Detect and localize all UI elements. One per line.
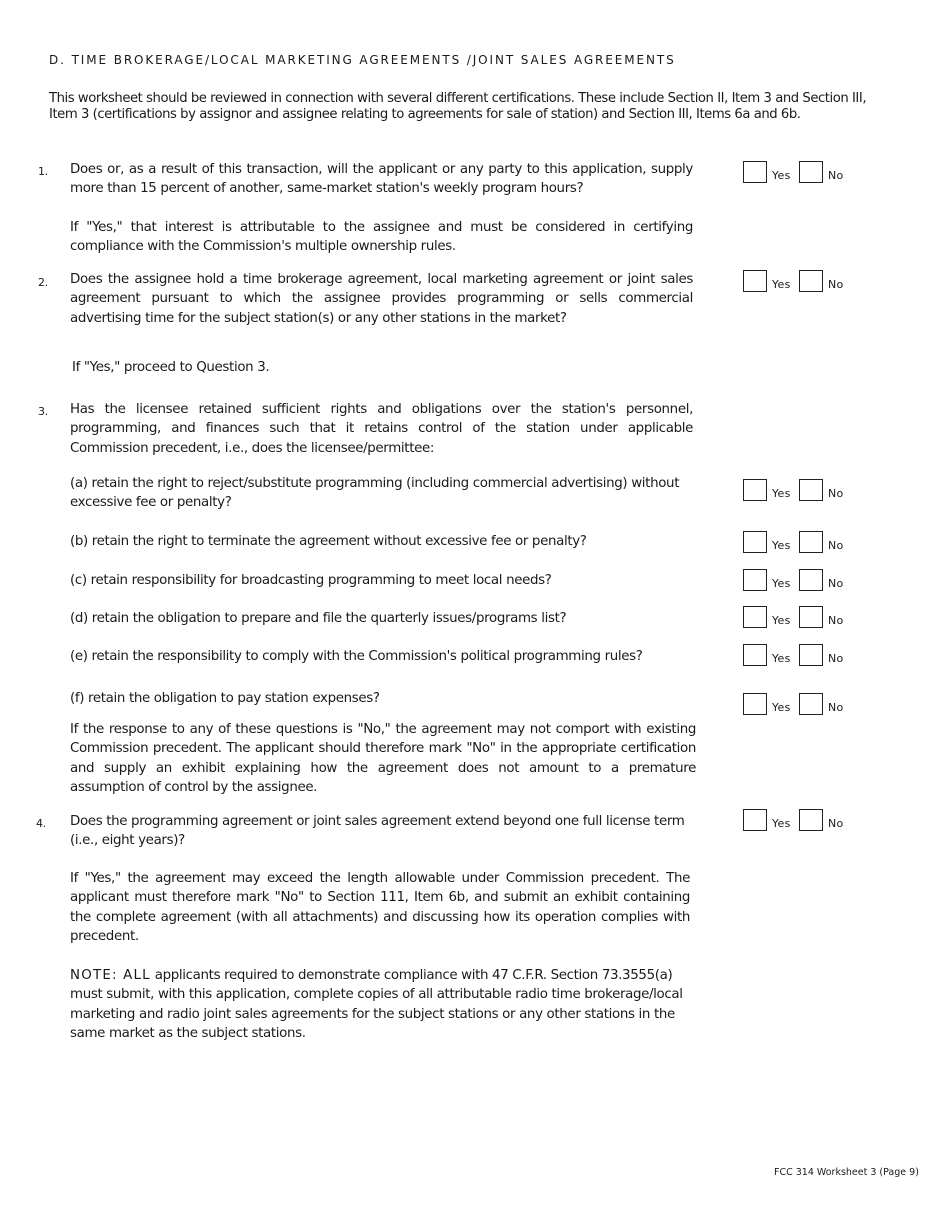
yes-label: Yes [772, 169, 791, 182]
q4-note: If "Yes," the agreement may exceed the length allowable under Commission precedent. The applicant must therefore mark "No" to Section 111, Item 6b, and submit an exhibit containing the complete agreement (with all attachments) and discussing how its operation complies with precedent. [70, 871, 690, 944]
no-label: No [828, 701, 844, 714]
q3f-no-checkbox[interactable] [799, 693, 823, 715]
yes-label: Yes [772, 577, 791, 590]
yes-label: Yes [772, 614, 791, 627]
q1-number: 1. [38, 165, 48, 178]
note-body: applicants required to demonstrate compliance with 47 C.F.R. Section 73.3555(a) must submit, with this application, complete copies of all attributable radio time brokerage/local marketing and radio joint sales agreements for the subject stations or any other stations in the same market as the subject stations. [70, 968, 683, 1041]
q3f-yes-checkbox[interactable] [743, 693, 767, 715]
no-label: No [828, 817, 844, 830]
intro-text: This worksheet should be reviewed in connection with several different certifications. These include Section II, Item 3 and Section III, Item 3 (certifications by assignor and assignee relating to agreements for sale of station) and Section III, Items 6a and 6b. [49, 91, 867, 122]
q2-note: If "Yes," proceed to Question 3. [72, 360, 270, 375]
q3-sub-e: (e) retain the responsibility to comply with the Commission's political programming rules? [70, 649, 643, 664]
yes-label: Yes [772, 487, 791, 500]
q4-yes-checkbox[interactable] [743, 809, 767, 831]
no-label: No [828, 169, 844, 182]
q1-no-checkbox[interactable] [799, 161, 823, 183]
q2-text: Does the assignee hold a time brokerage agreement, local marketing agreement or joint sales agreement pursuant to which the assignee provides programming or sells commercial advertising time for the subject station(s) or any other stations in the market? [70, 272, 693, 326]
section-title: D. TIME BROKERAGE/LOCAL MARKETING AGREEMENTS /JOINT SALES AGREEMENTS [49, 53, 676, 67]
q3-sub-d: (d) retain the obligation to prepare and file the quarterly issues/programs list? [70, 611, 567, 626]
yes-label: Yes [772, 278, 791, 291]
q1-yes-checkbox[interactable] [743, 161, 767, 183]
q3c-yes-checkbox[interactable] [743, 569, 767, 591]
q3c-no-checkbox[interactable] [799, 569, 823, 591]
q3f-yes-no [743, 693, 863, 723]
q3-text: Has the licensee retained sufficient rights and obligations over the station's personnel, programming, and finances such that it retains control of the station under applicable Commission precedent, i.e., does the licensee/permittee: [70, 402, 693, 456]
q3a-yes-checkbox[interactable] [743, 479, 767, 501]
q3-sub-b: (b) retain the right to terminate the agreement without excessive fee or penalty? [70, 534, 587, 549]
q3d-yes-no [743, 606, 863, 636]
q4-number: 4. [36, 817, 46, 830]
q1-yes-no [743, 161, 863, 191]
final-note [70, 966, 694, 1043]
q3c-yes-no [743, 569, 863, 599]
q3-number: 3. [38, 405, 48, 418]
q3e-no-checkbox[interactable] [799, 644, 823, 666]
q3b-no-checkbox[interactable] [799, 531, 823, 553]
q1-text: Does or, as a result of this transaction, will the applicant or any party to this application, supply more than 15 percent of another, same-market station's weekly program hours? [70, 162, 693, 197]
no-label: No [828, 652, 844, 665]
q4-text: Does the programming agreement or joint sales agreement extend beyond one full license term (i.e., eight years)? [70, 814, 685, 849]
q3a-yes-no [743, 479, 863, 509]
q3-note: If the response to any of these questions is "No," the agreement may not comport with existing Commission precedent. The applicant should therefore mark "No" in the appropriate certification and supply an exhibit explaining how the agreement does not amount to a premature assumption of control by the assignee. [70, 722, 696, 795]
yes-label: Yes [772, 817, 791, 830]
q3d-no-checkbox[interactable] [799, 606, 823, 628]
q3-sub-a: (a) retain the right to reject/substitute programming (including commercial advertising) without excessive fee or penalty? [70, 476, 680, 510]
q3b-yes-checkbox[interactable] [743, 531, 767, 553]
yes-label: Yes [772, 539, 791, 552]
q3e-yes-checkbox[interactable] [743, 644, 767, 666]
yes-label: Yes [772, 652, 791, 665]
no-label: No [828, 487, 844, 500]
q3-sub-f: (f) retain the obligation to pay station expenses? [70, 691, 380, 706]
no-label: No [828, 278, 844, 291]
no-label: No [828, 614, 844, 627]
q2-yes-checkbox[interactable] [743, 270, 767, 292]
q1-note: If "Yes," that interest is attributable to the assignee and must be considered in certifying compliance with the Commission's multiple ownership rules. [70, 220, 693, 255]
q2-no-checkbox[interactable] [799, 270, 823, 292]
q4-yes-no [743, 809, 863, 839]
q2-yes-no [743, 270, 863, 300]
no-label: No [828, 539, 844, 552]
page-footer: FCC 314 Worksheet 3 (Page 9) [774, 1167, 919, 1178]
q2-number: 2. [38, 276, 48, 289]
q3e-yes-no [743, 644, 863, 674]
note-label: NOTE: ALL [70, 968, 151, 983]
q3d-yes-checkbox[interactable] [743, 606, 767, 628]
q3b-yes-no [743, 531, 863, 561]
q3-sub-c: (c) retain responsibility for broadcasting programming to meet local needs? [70, 573, 552, 588]
yes-label: Yes [772, 701, 791, 714]
q4-no-checkbox[interactable] [799, 809, 823, 831]
no-label: No [828, 577, 844, 590]
q3a-no-checkbox[interactable] [799, 479, 823, 501]
